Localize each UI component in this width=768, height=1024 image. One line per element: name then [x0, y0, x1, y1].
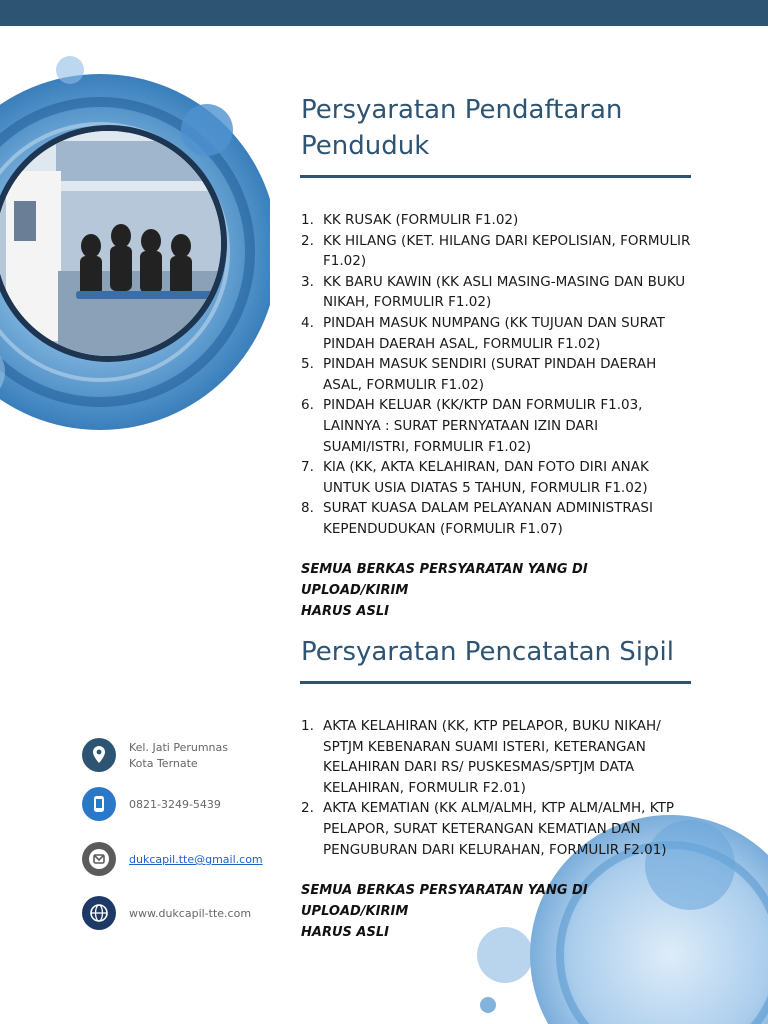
list-item-line: PINDAH KELUAR (KK/KTP DAN FORMULIR F1.03, [323, 397, 643, 414]
list-item-line: KELAHIRAN DARI RS/ PUSKESMAS/SPTJM DATA [323, 759, 635, 776]
list-item [301, 354, 693, 395]
header-bar [0, 0, 768, 26]
list-item-line: ASAL, FORMULIR F1.02) [323, 376, 484, 393]
requirements-list-pendaftaran [301, 210, 693, 540]
address-text: Kel. Jati Perumnas Kota Ternate [129, 741, 228, 770]
title-rule-1 [300, 175, 691, 178]
contact-address [82, 738, 282, 772]
list-number: 1. [301, 718, 314, 734]
list-number: 2. [301, 800, 314, 817]
list-item [301, 313, 693, 354]
list-item [301, 457, 693, 498]
contact-phone [82, 787, 282, 821]
list-item-line: SUAMI/ISTRI, FORMULIR F1.02) [323, 438, 532, 455]
list-number: 7. [301, 459, 314, 476]
list-item-line: KIA (KK, AKTA KELAHIRAN, DAN FOTO DIRI ANAK [323, 459, 649, 476]
section-title-pendaftaran: Persyaratan Pendaftaran Penduduk [301, 95, 623, 161]
phone-text: 0821-3249-5439 [129, 798, 221, 811]
list-item-line: PINDAH MASUK NUMPANG (KK TUJUAN DAN SURAT [323, 314, 665, 331]
list-number: 1. [301, 212, 314, 228]
list-item-line: AKTA KEMATIAN (KK ALM/ALMH, KTP ALM/ALMH, KTP [323, 800, 674, 817]
mail-icon [82, 842, 116, 876]
list-item-line: KK HILANG (KET. HILANG DARI KEPOLISIAN, FORMULIR [323, 232, 691, 249]
list-number: 6. [301, 397, 314, 414]
list-item-line: SPTJM KEBENARAN SUAMI ISTERI, KETERANGAN [323, 738, 646, 755]
note-pencatatan: SEMUA BERKAS PERSYARATAN YANG DI UPLOAD/KIRIM HARUS ASLI [301, 883, 588, 940]
list-item [301, 272, 693, 313]
email-link[interactable]: dukcapil.tte@gmail.com [129, 853, 263, 866]
website-text: www.dukcapil-tte.com [129, 907, 252, 920]
list-item-line: KK RUSAK (FORMULIR F1.02) [323, 212, 519, 228]
contact-email [82, 842, 282, 876]
requirements-list-pencatatan [301, 716, 693, 860]
list-item [301, 210, 693, 231]
list-number: 8. [301, 500, 314, 517]
contact-website [82, 896, 282, 930]
list-item-line: F1.02) [323, 253, 367, 270]
list-item-line: NIKAH, FORMULIR F1.02) [323, 294, 492, 311]
list-item-line: UNTUK USIA DIATAS 5 TAHUN, FORMULIR F1.02) [323, 479, 648, 496]
list-number: 2. [301, 232, 314, 249]
list-item-line: KK BARU KAWIN (KK ASLI MASING-MASING DAN BUKU [323, 273, 686, 290]
note-pendaftaran: SEMUA BERKAS PERSYARATAN YANG DI UPLOAD/KIRIM HARUS ASLI [301, 562, 588, 619]
list-item [301, 716, 693, 798]
list-item-line: PINDAH DAERAH ASAL, FORMULIR F1.02) [323, 335, 601, 352]
list-number: 4. [301, 314, 314, 331]
list-item-line: LAINNYA : SURAT PERNYATAAN IZIN DARI [323, 417, 599, 434]
list-item-line: KELAHIRAN, FORMULIR F2.01) [323, 779, 526, 796]
list-number: 3. [301, 273, 314, 290]
globe-icon [82, 896, 116, 930]
list-item-line: PENGUBURAN DARI KELURAHAN, FORMULIR F2.01) [323, 841, 667, 858]
list-item-line: AKTA KELAHIRAN (KK, KTP PELAPOR, BUKU NIKAH/ [323, 718, 661, 734]
section-pencatatan [301, 634, 693, 670]
list-item-line: PINDAH MASUK SENDIRI (SURAT PINDAH DAERAH [323, 356, 657, 373]
section-pendaftaran [301, 92, 693, 164]
location-pin-icon [82, 738, 116, 772]
list-item-line: SURAT KUASA DALAM PELAYANAN ADMINISTRASI [323, 500, 653, 517]
list-item [301, 498, 693, 539]
title-rule-2 [300, 681, 691, 684]
list-item [301, 395, 693, 457]
list-item-line: PELAPOR, SURAT KETERANGAN KEMATIAN DAN [323, 820, 641, 837]
list-item [301, 231, 693, 272]
list-item-line: KEPENDUDUKAN (FORMULIR F1.07) [323, 520, 563, 537]
phone-icon [82, 787, 116, 821]
section-title-pencatatan: Persyaratan Pencatatan Sipil [301, 637, 674, 667]
list-item [301, 798, 693, 860]
office-photo [0, 125, 227, 362]
list-number: 5. [301, 356, 314, 373]
